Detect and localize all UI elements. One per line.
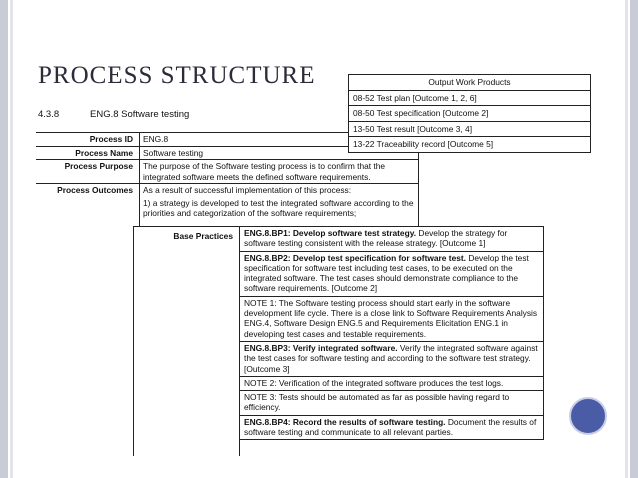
table-row — [240, 227, 544, 252]
process-id-label: Process ID — [36, 133, 140, 147]
bp2-id: ENG.8.BP2: Develop test specification for software test. — [244, 252, 466, 263]
bp2-text: Develop the test specification for software test including test cases, to be executed on the integrated software. The test cases should demonstrate compliance to the software requirements. [Outcome 2] — [244, 252, 529, 294]
bp4-id: ENG.8.BP4: Record the results of software testing. — [244, 416, 446, 427]
table-row — [240, 251, 544, 296]
base-practices-label: Base Practices — [133, 226, 240, 456]
right-decor-stripe — [625, 0, 628, 478]
left-decor-stripe — [10, 0, 13, 478]
section-heading — [38, 109, 189, 120]
table-row — [240, 391, 544, 416]
table-row — [240, 415, 544, 440]
base-practices-table — [240, 226, 544, 440]
bp3-text: Verify the integrated software against the test cases for software testing and according to the software test strategy. [Outcome 3] — [244, 342, 538, 374]
bp2-cell — [240, 251, 544, 296]
owp-item: 08-52 Test plan [Outcome 1, 2, 6] — [349, 90, 591, 106]
bp3-id: ENG.8.BP3: Verify integrated software. — [244, 342, 398, 353]
process-name-label: Process Name — [36, 146, 140, 160]
table-row — [36, 160, 419, 184]
table-row — [349, 90, 591, 106]
bp4-cell — [240, 415, 544, 440]
bp1-cell — [240, 227, 544, 252]
right-decor-band — [630, 0, 638, 478]
process-name-value: Software testing — [140, 146, 419, 160]
table-row — [240, 296, 544, 341]
table-row — [349, 137, 591, 153]
process-id-value: ENG.8 — [140, 133, 419, 147]
process-outcome-1: 1) a strategy is developed to test the integrated software according to the priorities and categorization of the software requirements; — [143, 197, 414, 218]
table-row — [240, 376, 544, 390]
table-row — [349, 106, 591, 122]
owp-item: 08-50 Test specification [Outcome 2] — [349, 106, 591, 122]
process-purpose-label: Process Purpose — [36, 160, 140, 184]
bp1-id: ENG.8.BP1: Develop software test strategy. — [244, 228, 417, 238]
table-row — [349, 75, 591, 91]
process-outcomes-label: Process Outcomes — [36, 184, 140, 383]
bp1-text: Develop the strategy for software testing consistent with the release strategy. [Outcome 1] — [244, 228, 508, 249]
process-outcomes-intro: As a result of successful implementation of this process: — [143, 185, 352, 195]
owp-item: 13-22 Traceability record [Outcome 5] — [349, 137, 591, 153]
owp-item: 13-50 Test result [Outcome 3, 4] — [349, 121, 591, 137]
process-purpose-value: The purpose of the Software testing process is to confirm that the integrated software meets the defined software requirements. — [140, 160, 419, 184]
section-number: 4.3.8 — [38, 109, 60, 120]
note3-cell: NOTE 3: Tests should be automated as far as possible having regard to efficiency. — [240, 391, 544, 416]
slide-title: PROCESS STRUCTURE — [38, 62, 316, 89]
output-work-products-table — [348, 74, 591, 153]
bp3-cell — [240, 341, 544, 376]
base-practices-panel — [133, 226, 544, 456]
table-row — [349, 121, 591, 137]
section-name: ENG.8 Software testing — [90, 109, 190, 120]
bp4-text: Document the results of software testing and communicate to all relevant parties. — [244, 416, 537, 438]
decorative-circle-icon — [569, 397, 607, 435]
note1-cell: NOTE 1: The Software testing process should start early in the software development life cycle. There is a close link to Software Requirements Analysis ENG.4, Software Design ENG.5 and Requirements Elicitation ENG.1 in developing test cases and testable requirements. — [240, 296, 544, 341]
owp-header: Output Work Products — [349, 75, 591, 91]
left-decor-band — [0, 0, 8, 478]
table-row — [240, 341, 544, 376]
note2-cell: NOTE 2: Verification of the integrated software produces the test logs. — [240, 376, 544, 390]
